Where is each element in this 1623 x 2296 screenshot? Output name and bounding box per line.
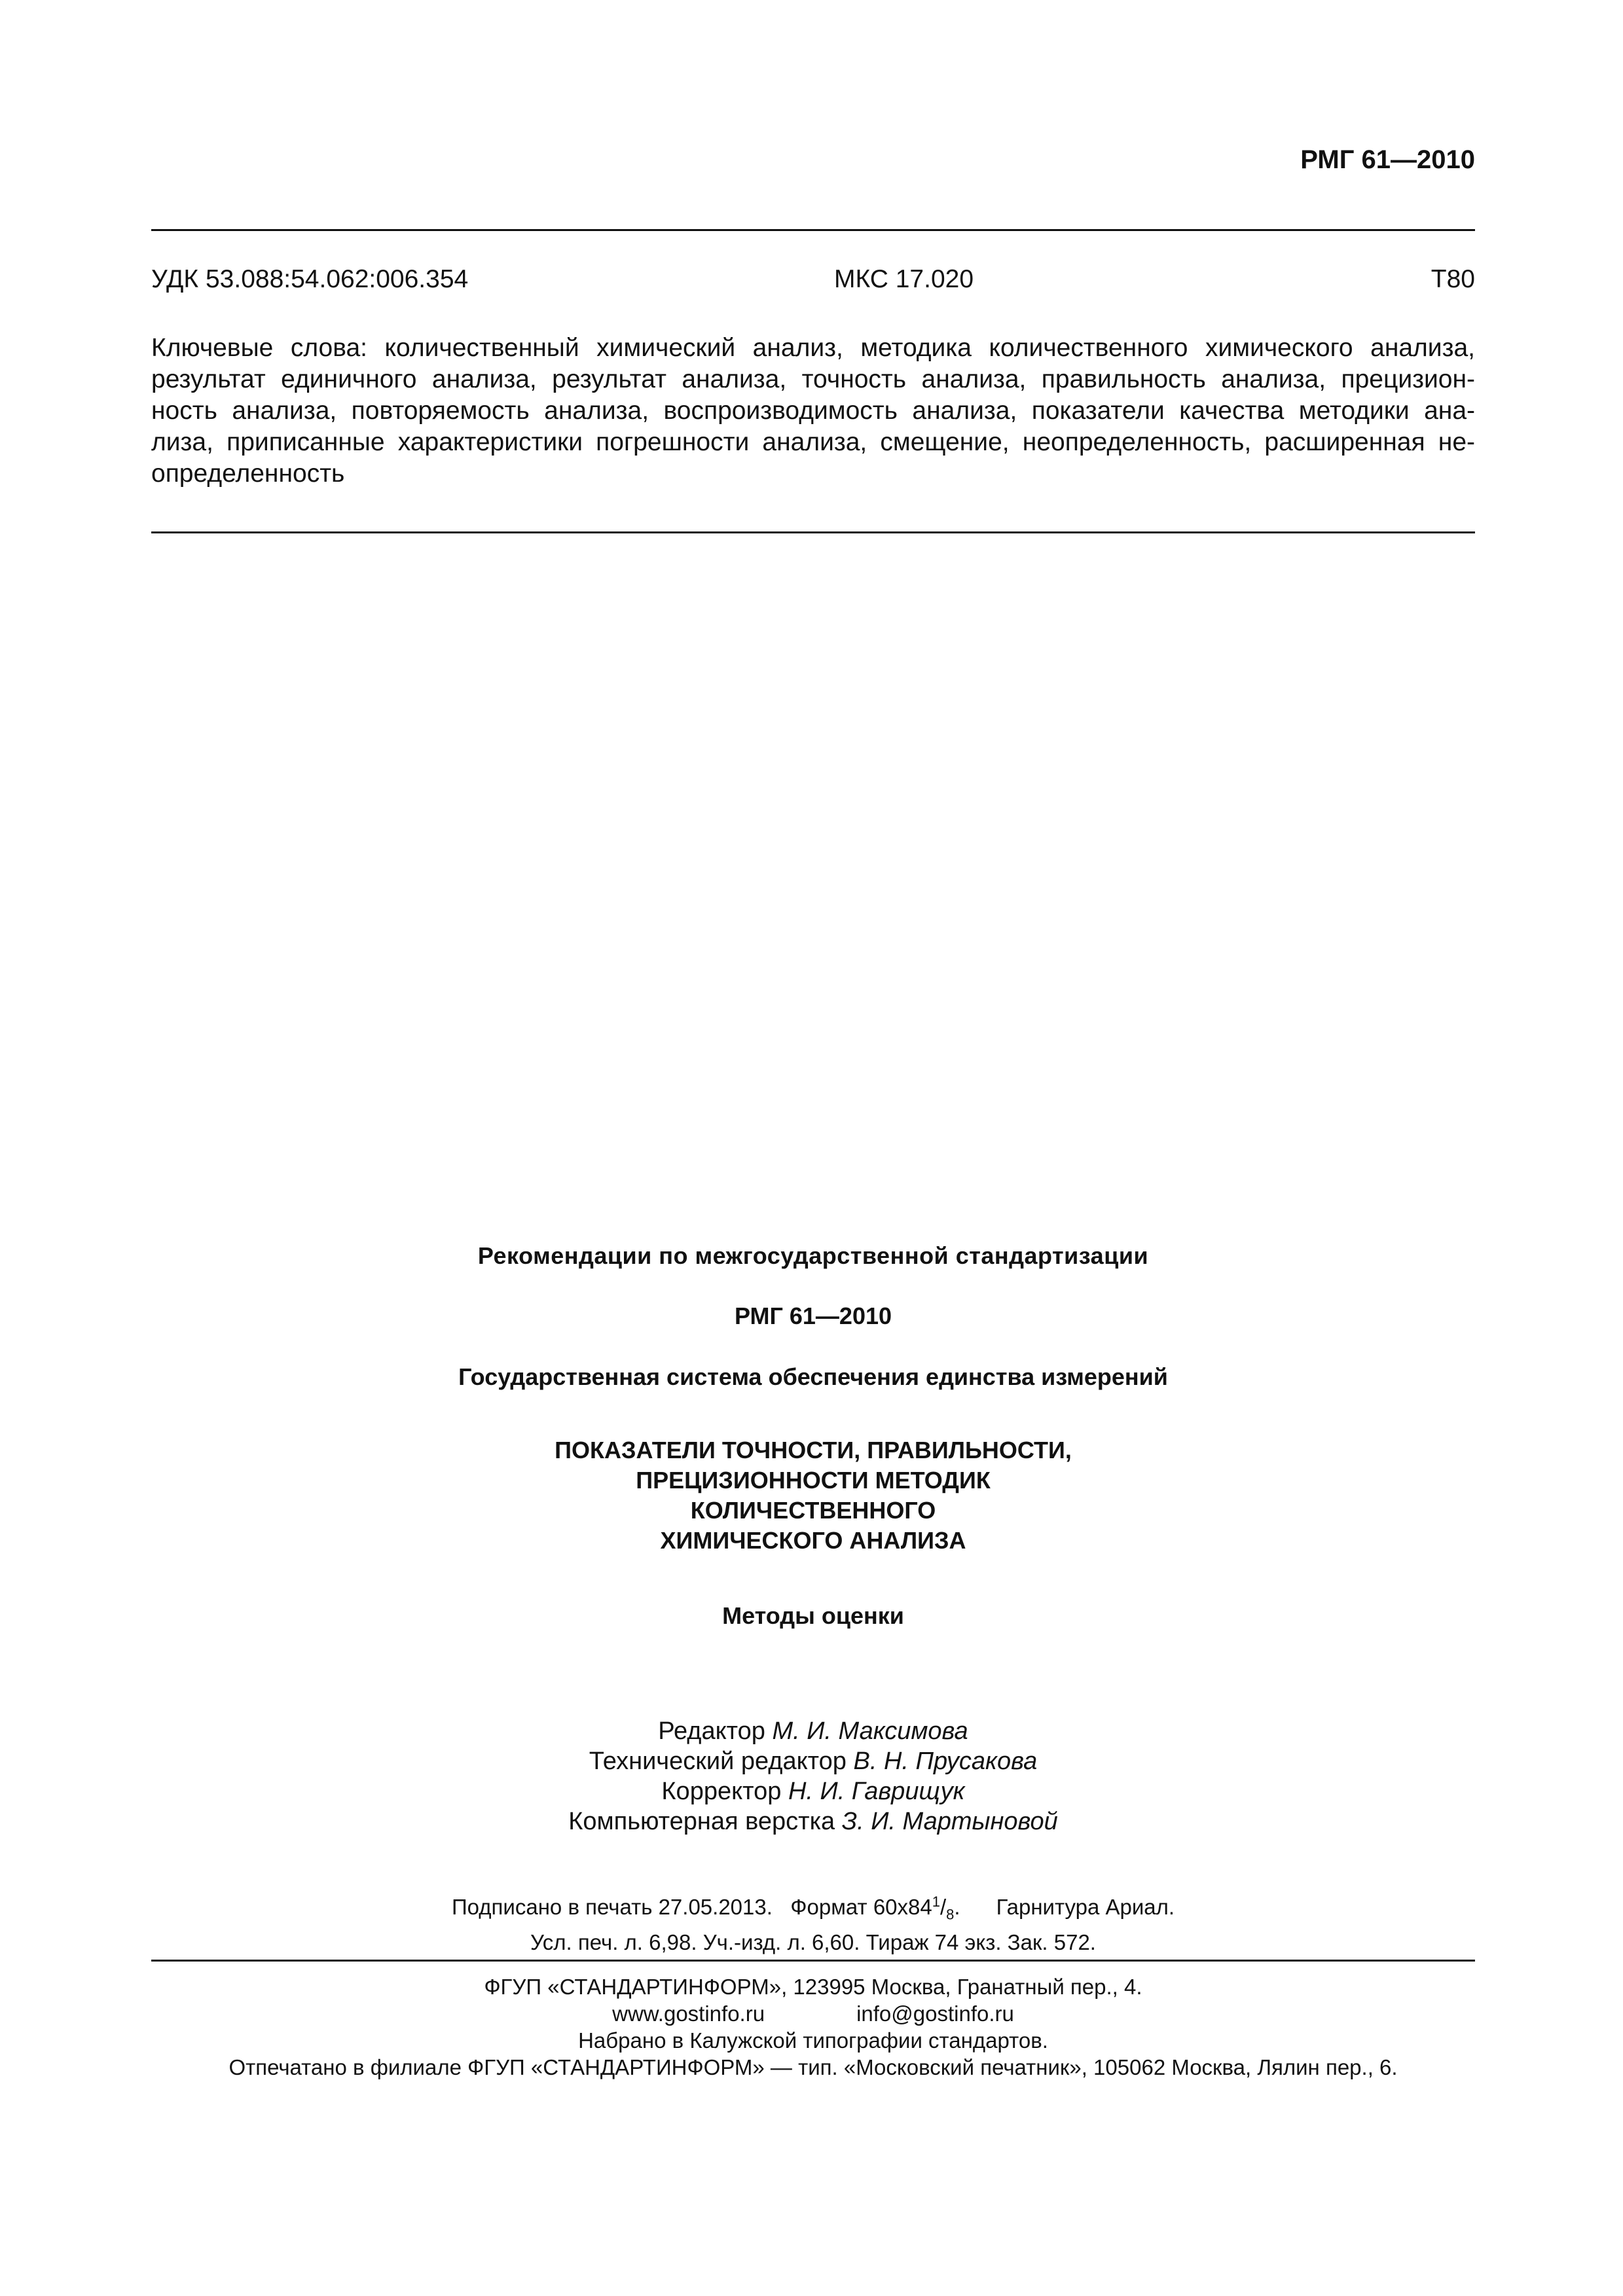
title-line: ПОКАЗАТЕЛИ ТОЧНОСТИ, ПРАВИЛЬНОСТИ,: [555, 1437, 1072, 1463]
top-divider: [151, 229, 1475, 231]
keywords-line: определенность: [151, 459, 345, 488]
keywords-line: Ключевые слова: количественный химический анализ, методика количественного химического анализа,: [151, 334, 1475, 362]
credit-person: М. И. Максимова: [772, 1717, 968, 1745]
credit-tech-editor: [151, 1746, 1475, 1776]
publisher-website: www.gostinfo.ru: [612, 2001, 765, 2026]
credit-role: Компьютерная верстка: [568, 1808, 835, 1835]
title-line: КОЛИЧЕСТВЕННОГО: [690, 1497, 936, 1524]
document-subtitle: Методы оценки: [722, 1602, 904, 1629]
udk-code: УДК 53.088:54.062:006.354: [151, 265, 469, 293]
print-info-line: [151, 1888, 1475, 1929]
keywords-divider: [151, 531, 1475, 533]
keywords-line: лиза, приписанные характеристики погрешности анализа, смещение, неопределенность, расширенная не-: [151, 428, 1475, 456]
keywords-line: результат единичного анализа, результат анализа, точность анализа, правильность анализа, прецизион-: [151, 365, 1475, 393]
format-label: Формат 60x84: [790, 1895, 932, 1919]
credit-corrector: [151, 1776, 1475, 1806]
credit-role: Корректор: [661, 1778, 782, 1805]
group-code: Т80: [1431, 265, 1475, 293]
format-sup: 1: [932, 1893, 940, 1910]
print-signed: Подписано в печать 27.05.2013.: [451, 1895, 773, 1919]
classification-row: [151, 265, 1475, 294]
publisher-block: [151, 1973, 1475, 2081]
document-title: [151, 1435, 1475, 1556]
print-typeface: Гарнитура Ариал.: [996, 1895, 1175, 1919]
credits-block: [151, 1716, 1475, 1837]
credit-role: Технический редактор: [589, 1748, 847, 1775]
publisher-typeset: Набрано в Калужской типографии стандартов.: [578, 2028, 1048, 2053]
publisher-printed: Отпечатано в филиале ФГУП «СТАНДАРТИНФОРМ» — тип. «Московский печатник», 105062 Москва, Лялин пер., 6.: [228, 2055, 1398, 2079]
publisher-email: info@gostinfo.ru: [856, 2001, 1014, 2026]
credit-person: З. И. Мартыновой: [841, 1808, 1058, 1835]
keywords-line: ность анализа, повторяемость анализа, воспроизводимость анализа, показатели качества методики ана-: [151, 397, 1475, 425]
series-title: Рекомендации по межгосударственной стандартизации: [477, 1242, 1149, 1269]
keywords-paragraph: [151, 332, 1475, 490]
system-title: Государственная система обеспечения единства измерений: [458, 1363, 1168, 1390]
format-sub: 8: [946, 1906, 955, 1923]
publisher-contacts: [151, 2000, 1475, 2027]
title-line: ХИМИЧЕСКОГО АНАЛИЗА: [660, 1527, 966, 1554]
title-line: ПРЕЦИЗИОННОСТИ МЕТОДИК: [636, 1467, 991, 1494]
print-info-line: Усл. печ. л. 6,98. Уч.-изд. л. 6,60. Тираж 74 экз. Зак. 572.: [530, 1929, 1096, 1954]
credit-person: Н. И. Гаврищук: [788, 1778, 965, 1805]
publisher-address: ФГУП «СТАНДАРТИНФОРМ», 123995 Москва, Гранатный пер., 4.: [484, 1975, 1142, 1999]
document-code: РМГ 61—2010: [734, 1302, 892, 1329]
document-code-header: РМГ 61—2010: [1300, 145, 1475, 174]
publisher-divider: [151, 1960, 1475, 1962]
credit-person: В. Н. Прусакова: [853, 1748, 1038, 1775]
mks-code: МКС 17.020: [833, 265, 974, 293]
print-format: Формат $60x84^1/_8$.: [790, 1893, 960, 1923]
credit-layout: [151, 1806, 1475, 1837]
credit-editor: [151, 1716, 1475, 1746]
print-info: [151, 1888, 1475, 1956]
credit-role: Редактор: [658, 1717, 765, 1745]
format-end: .: [954, 1895, 960, 1919]
